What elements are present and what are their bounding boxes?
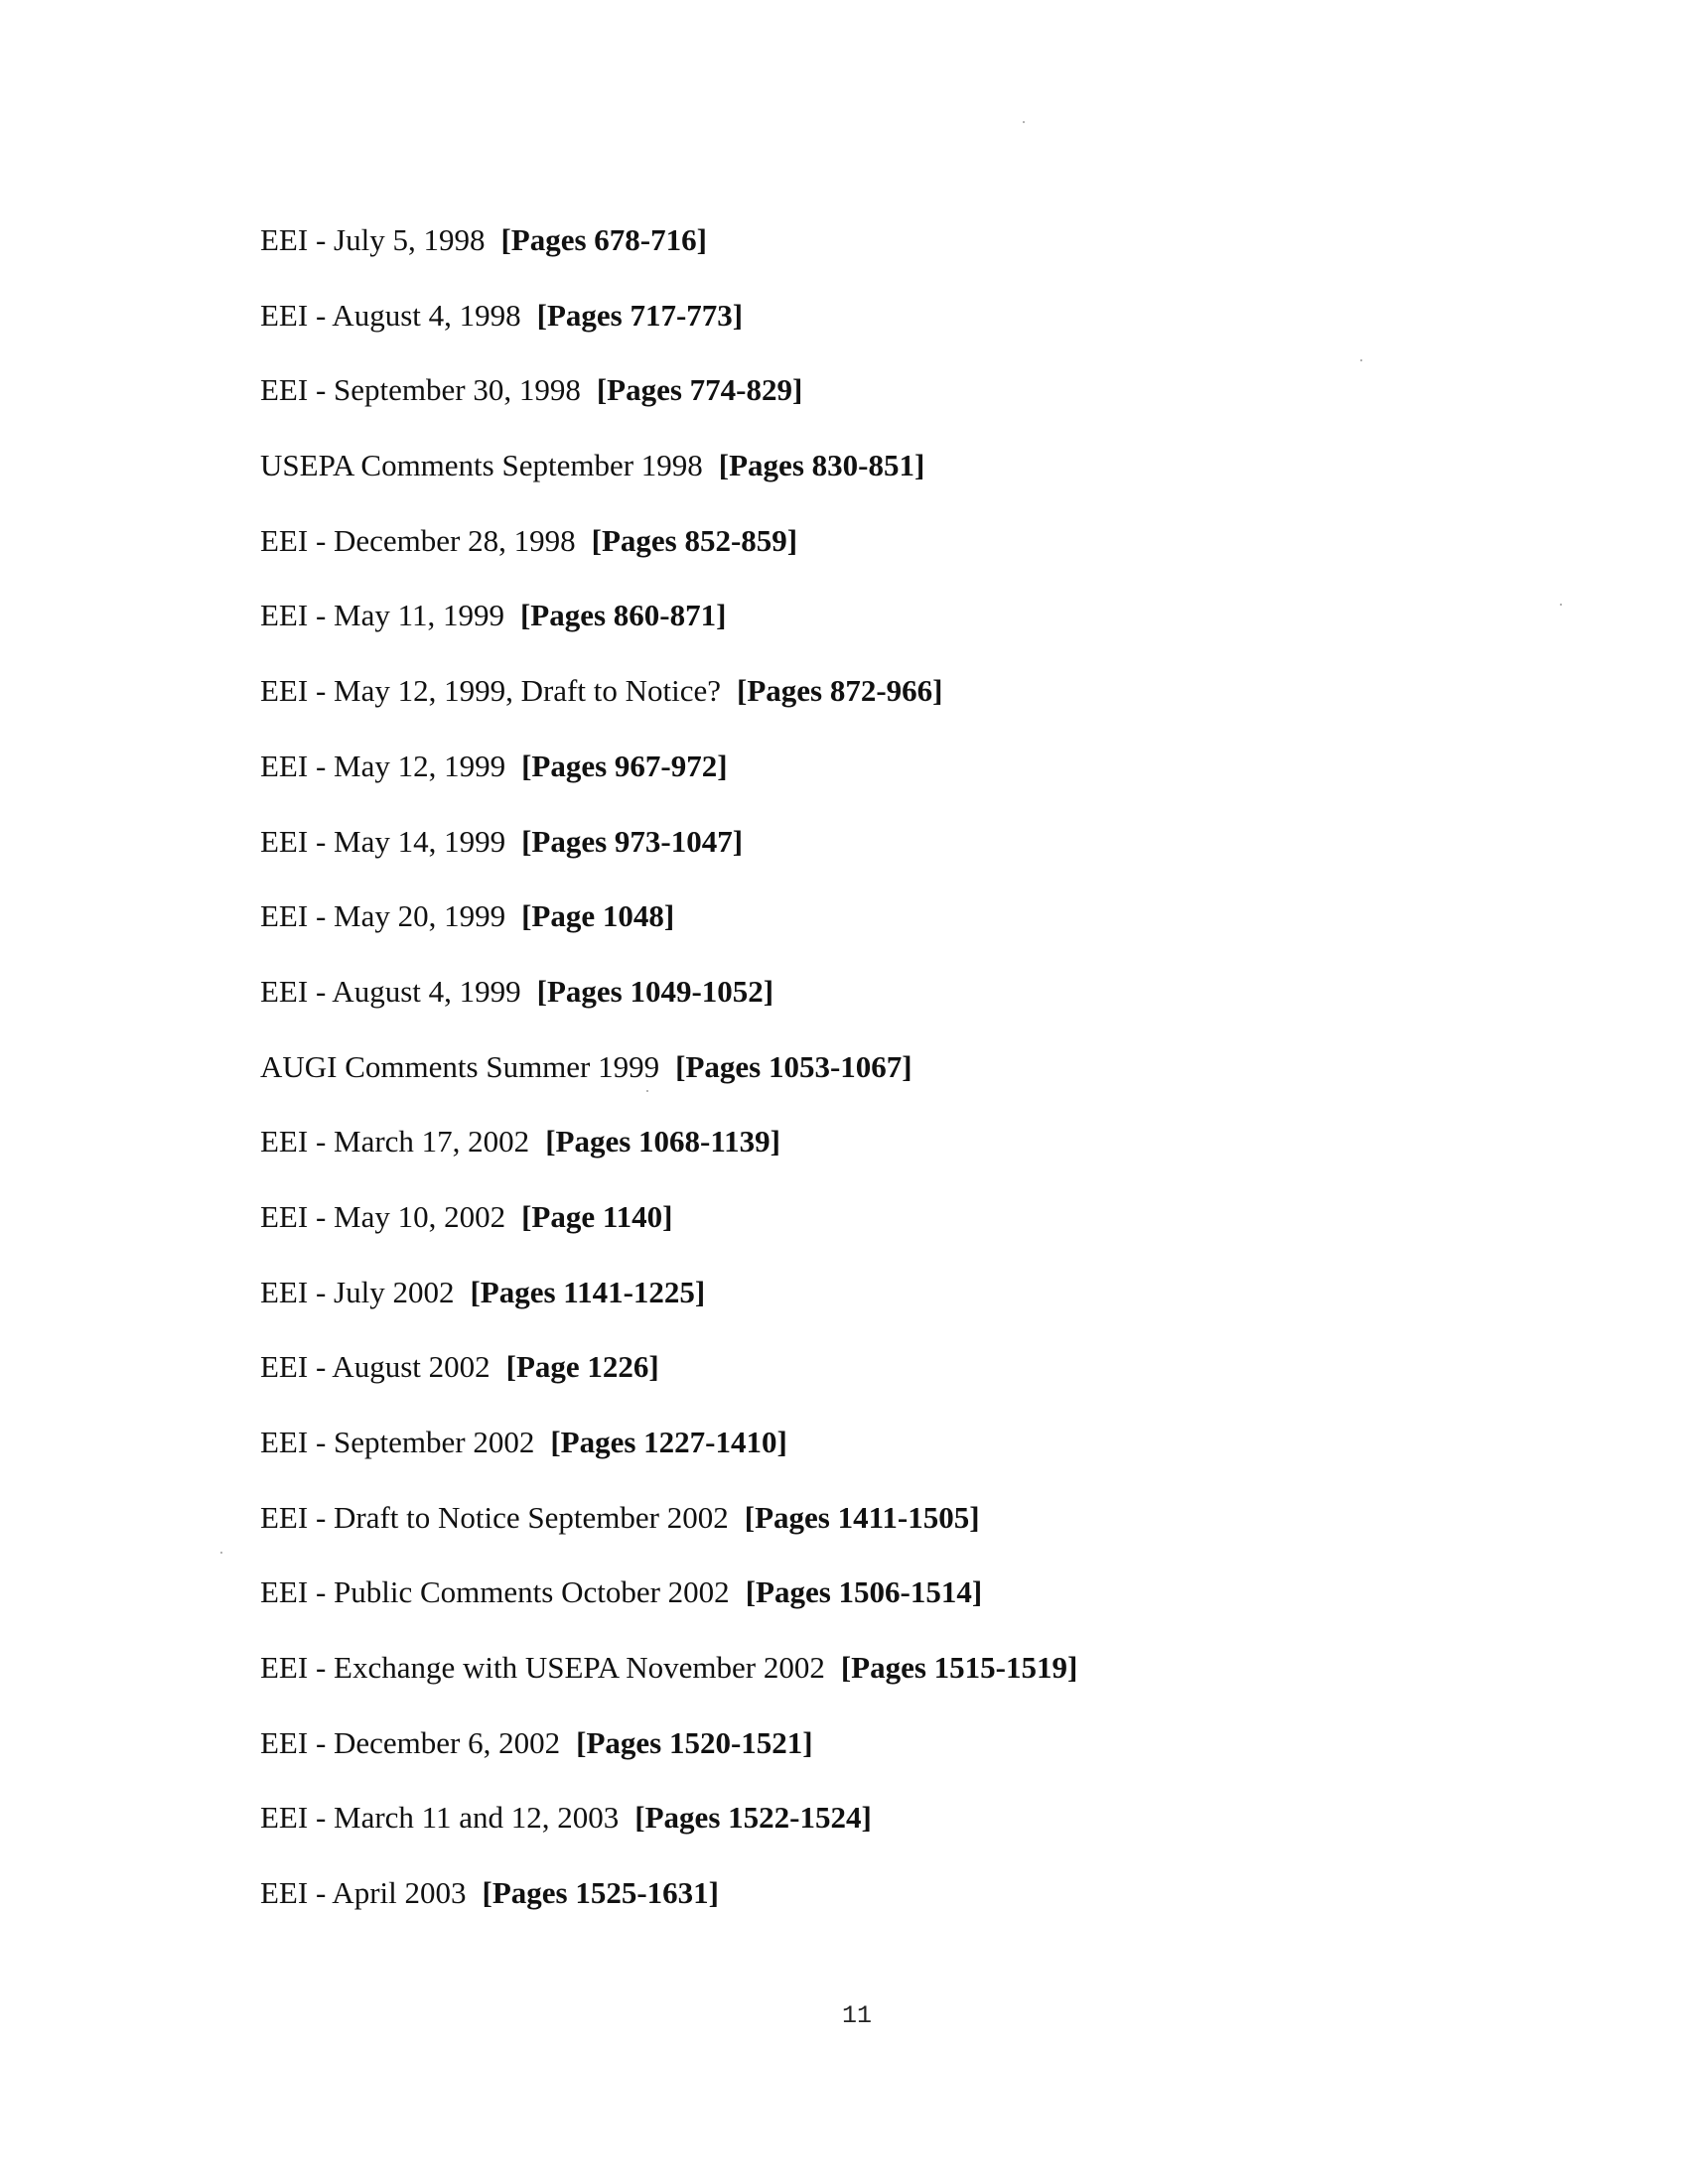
entry-description: EEI - August 4, 1998 [260, 297, 521, 333]
page-number: 11 [841, 2001, 872, 2030]
index-entry [260, 1271, 1077, 1346]
entry-description: EEI - May 11, 1999 [260, 598, 504, 633]
entry-page-range: [Page 1140] [521, 1198, 673, 1234]
entry-description: EEI - July 2002 [260, 1274, 455, 1309]
entry-description: EEI - September 2002 [260, 1425, 535, 1459]
index-entry [260, 970, 1077, 1045]
index-entry [260, 1421, 1077, 1496]
entry-description: EEI - Draft to Notice September 2002 [260, 1499, 729, 1535]
index-entry [260, 669, 1077, 745]
entry-page-range: [Pages 717-773] [536, 297, 744, 333]
index-entry [260, 294, 1077, 369]
entry-page-range: [Pages 830-851] [718, 448, 925, 483]
entry-page-range: [Page 1048] [521, 898, 675, 934]
index-entry [260, 1045, 1077, 1121]
entry-description: USEPA Comments September 1998 [260, 448, 703, 483]
entry-page-range: [Pages 860-871] [519, 598, 727, 633]
index-entry [260, 894, 1077, 970]
entry-description: EEI - December 6, 2002 [260, 1724, 561, 1760]
entry-description: EEI - March 17, 2002 [260, 1124, 530, 1160]
entry-page-range: [Pages 678-716] [500, 222, 707, 257]
index-entry [260, 820, 1077, 895]
entry-description: EEI - May 12, 1999, Draft to Notice? [260, 673, 722, 709]
entry-page-range: [Pages 967-972] [521, 748, 728, 783]
entry-description: EEI - September 30, 1998 [260, 372, 581, 408]
document-index-list [260, 218, 1077, 1947]
entry-page-range: [Pages 852-859] [591, 522, 798, 558]
entry-page-range: [Pages 1522-1524] [634, 1800, 872, 1836]
entry-page-range: [Pages 1525-1631] [482, 1875, 719, 1911]
entry-page-range: [Pages 1515-1519] [840, 1650, 1078, 1686]
scan-speck [1560, 604, 1562, 606]
entry-page-range: [Pages 1053-1067] [675, 1048, 912, 1084]
entry-description: EEI - December 28, 1998 [260, 522, 576, 558]
entry-page-range: [Pages 872-966] [737, 673, 943, 709]
index-entry [260, 1345, 1077, 1421]
entry-page-range: [Pages 1049-1052] [536, 973, 774, 1009]
index-entry [260, 519, 1077, 595]
entry-page-range: [Pages 774-829] [596, 372, 803, 408]
entry-page-range: [Pages 1506-1514] [745, 1574, 983, 1610]
entry-page-range: [Pages 973-1047] [521, 823, 744, 859]
scan-speck [220, 1552, 222, 1554]
scan-speck [1023, 121, 1025, 123]
index-entry [260, 368, 1077, 444]
entry-description: EEI - August 2002 [260, 1349, 491, 1385]
entry-page-range: [Page 1226] [505, 1349, 659, 1385]
entry-description: EEI - May 14, 1999 [260, 823, 506, 859]
scan-speck [646, 1090, 648, 1092]
entry-page-range: [Pages 1520-1521] [576, 1724, 813, 1760]
index-entry [260, 745, 1077, 820]
entry-description: AUGI Comments Summer 1999 [260, 1048, 660, 1084]
entry-page-range: [Pages 1141-1225] [470, 1274, 706, 1309]
index-entry [260, 594, 1077, 669]
index-entry [260, 1570, 1077, 1646]
entry-page-range: [Pages 1411-1505] [744, 1499, 980, 1535]
index-entry [260, 1646, 1077, 1721]
entry-description: EEI - May 20, 1999 [260, 898, 506, 934]
entry-description: EEI - March 11 and 12, 2003 [260, 1800, 620, 1836]
index-entry [260, 1120, 1077, 1195]
index-entry [260, 444, 1077, 519]
entry-page-range: [Pages 1227-1410] [550, 1425, 787, 1459]
entry-description: EEI - Exchange with USEPA November 2002 [260, 1650, 825, 1686]
scan-speck [1360, 359, 1362, 361]
index-entry [260, 218, 1077, 294]
index-entry [260, 1496, 1077, 1571]
entry-description: EEI - May 10, 2002 [260, 1198, 506, 1234]
entry-description: EEI - August 4, 1999 [260, 973, 521, 1009]
index-entry [260, 1871, 1077, 1947]
entry-description: EEI - July 5, 1998 [260, 222, 486, 257]
index-entry [260, 1195, 1077, 1271]
entry-description: EEI - April 2003 [260, 1875, 467, 1911]
index-entry [260, 1796, 1077, 1871]
index-entry [260, 1721, 1077, 1797]
entry-description: EEI - May 12, 1999 [260, 748, 506, 783]
entry-page-range: [Pages 1068-1139] [545, 1124, 780, 1160]
entry-description: EEI - Public Comments October 2002 [260, 1574, 730, 1610]
